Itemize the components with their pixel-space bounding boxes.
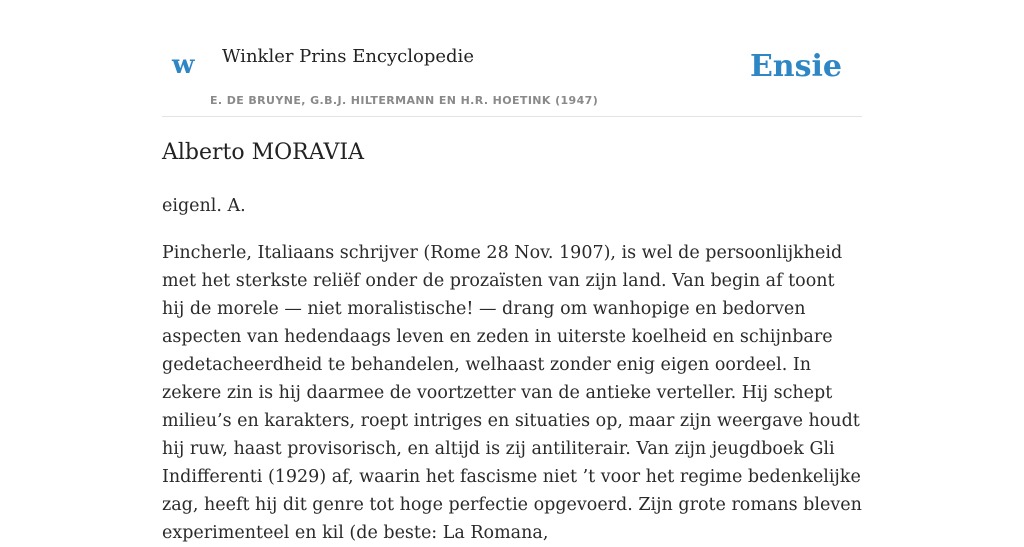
ensie-logo-link[interactable]: Ensie	[749, 49, 842, 84]
publication-title[interactable]: Winkler Prins Encyclopedie	[222, 46, 474, 67]
publication-logo[interactable]: w	[172, 50, 195, 80]
article-paragraph: Pincherle, Italiaans schrijver (Rome 28 Nov. 1907), is wel de persoonlijkheid met het sterkste reliëf onder de prozaïsten van zijn land. Van begin af toont hij de morele — niet moralistische! — drang om wanhopige en bedorven aspecten van hedendaags leven en zeden in uiterste koelheid en schijnbare gedetacheerdheid te behandelen, welhaast zonder enig eigen oordeel. In zekere zin is hij daarmee de voortzetter van de antieke verteller. Hij schept milieu’s en karakters, roept intriges en situaties op, maar zijn weergave houdt hij ruw, haast provisorisch, en altijd is zij antiliterair. Van zijn jeugdboek Gli Indifferenti (1929) af, waarin het fascisme niet ’t voor het regime bedenkelijke zag, heeft hij dit genre tot hoge perfectie opgevoerd. Zijn grote romans bleven experimenteel en kil (de beste: La Romana,	[162, 243, 862, 543]
article-title: Alberto MORAVIA	[162, 140, 365, 165]
article-paragraph: eigenl. A.	[162, 196, 246, 216]
page	[162, 0, 862, 543]
site-header	[162, 0, 862, 117]
publication-authors: E. DE BRUYNE, G.B.J. HILTERMANN EN H.R. HOETINK (1947)	[210, 94, 599, 107]
